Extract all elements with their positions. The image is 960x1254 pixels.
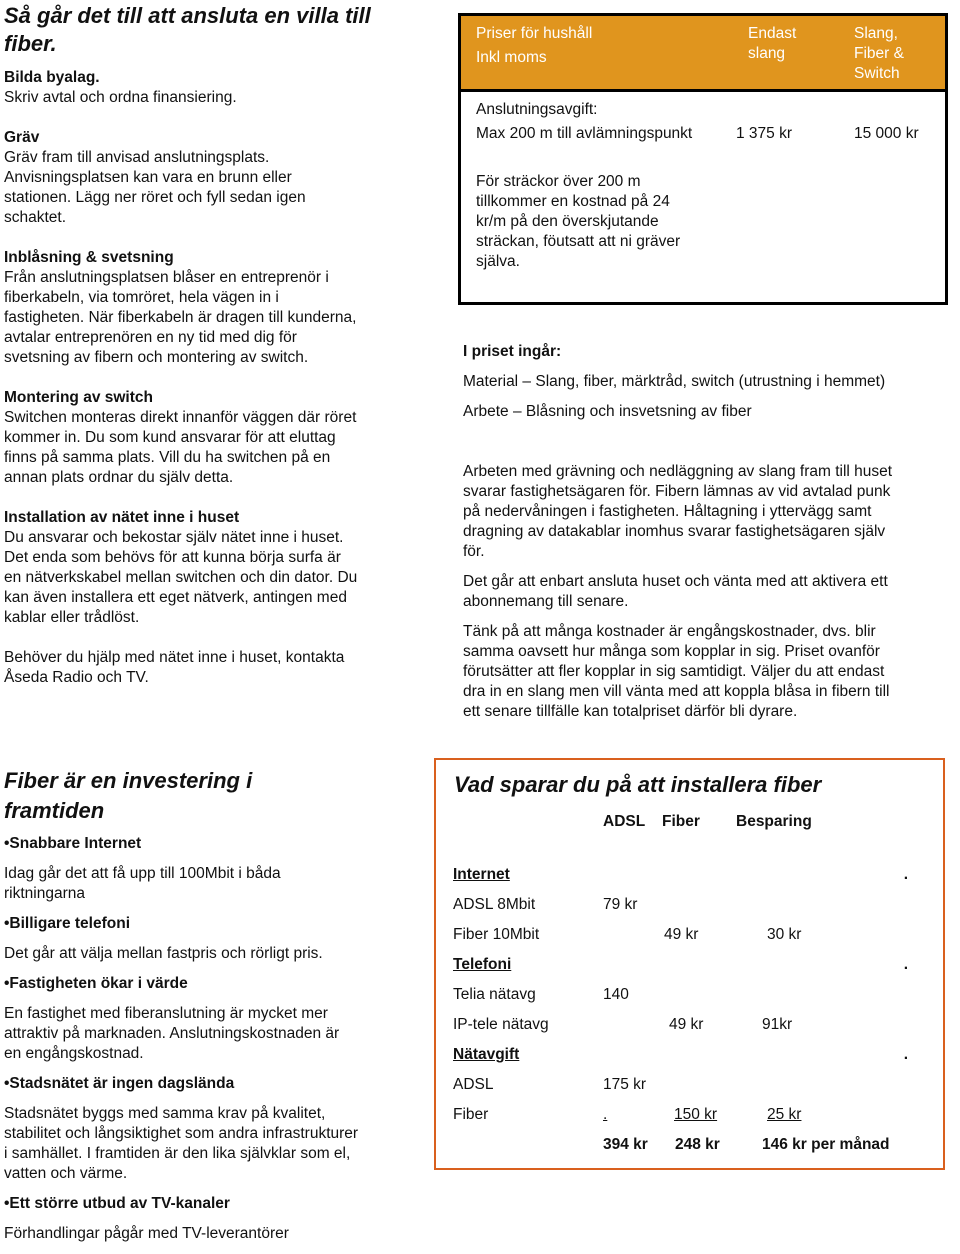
left-section-line: Åseda Radio och TV.	[4, 669, 149, 686]
fee-label: Anslutningsavgift:	[476, 101, 598, 118]
col-adsl-header: ADSL	[603, 813, 646, 830]
left-section-heading: Installation av nätet inne i huset	[4, 509, 240, 526]
investment-line: stabilitet och långsiktighet som andra infrastrukturer	[4, 1125, 359, 1142]
price-header-col2	[748, 24, 796, 64]
left-section-heading: Gräv	[4, 129, 40, 146]
iptele-price: 49 kr	[669, 1016, 704, 1033]
telefoni-dot: .	[903, 956, 908, 973]
adsl-price: 175 kr	[603, 1076, 647, 1093]
col-fiber-header: Fiber	[662, 813, 700, 830]
header-col3-line: Fiber &	[854, 45, 904, 62]
fee-price-slang: 1 375 kr	[736, 125, 793, 142]
investment-title-line: Fiber är en investering i	[4, 768, 253, 793]
left-section	[4, 128, 394, 228]
fee-desc: Max 200 m till avlämningspunkt	[476, 125, 693, 142]
left-section	[4, 388, 394, 488]
investment-line: riktningarna	[4, 885, 85, 902]
left-column	[4, 2, 394, 708]
iptele-saving: 91kr	[762, 1016, 793, 1033]
fiber10-saving: 30 kr	[767, 926, 802, 943]
left-section-line: Du ansvarar och bekostar själv nätet inne i huset.	[4, 529, 344, 546]
extra-cost-line: själva.	[476, 253, 520, 270]
left-section-line: schaktet.	[4, 209, 67, 226]
included-paragraph	[463, 572, 943, 612]
included-line: Tänk på att många kostnader är engångskostnader, dvs. blir	[463, 623, 876, 640]
investment-line: Idag går det att få upp till 100Mbit i båda	[4, 865, 281, 882]
fiber10-price: 49 kr	[664, 926, 699, 943]
included-line: Arbeten med grävning och nedläggning av slang fram till huset	[463, 463, 893, 480]
fee-price-full: 15 000 kr	[854, 125, 919, 142]
left-section-line: Behöver du hjälp med nätet inne i huset, kontakta	[4, 649, 345, 666]
included-line: svarar fastighetsägaren för. Fibern lämnas av vid avtalad punk	[463, 483, 891, 500]
total-fiber: 248 kr	[675, 1136, 720, 1153]
included-line: dra in en slang men vill vänta med att koppla blåsa in fibern till	[463, 683, 890, 700]
total-adsl: 394 kr	[603, 1136, 648, 1153]
left-section	[4, 648, 394, 688]
section-telefoni	[453, 955, 908, 975]
included-line: abonnemang till senare.	[463, 593, 629, 610]
header-col2-line: Endast	[748, 25, 797, 42]
left-section-heading: Bilda byalag.	[4, 69, 100, 86]
adsl8-price: 79 kr	[603, 896, 638, 913]
col-saving-header: Besparing	[736, 813, 812, 830]
investment-line: en engångskostnad.	[4, 1045, 144, 1062]
left-section-line: stationen. Lägg ner röret och fyll sedan igen	[4, 189, 306, 206]
natavgift-dot: .	[903, 1046, 908, 1063]
investment-line: En fastighet med fiberanslutning är mycket mer	[4, 1005, 328, 1022]
left-section	[4, 68, 394, 108]
extra-cost-text	[476, 172, 746, 272]
main-title: Så går det till att ansluta en villa till fiber.	[4, 3, 371, 56]
left-section-line: finns på samma plats. Vill du ha switchen på en	[4, 449, 331, 466]
section-natavgift	[453, 1045, 908, 1065]
section-internet	[453, 865, 908, 885]
iptele-label: IP-tele nätavg	[453, 1016, 549, 1033]
fiber-price: 150 kr	[674, 1106, 718, 1123]
investment-bullet: •Snabbare Internet	[4, 835, 142, 852]
telefoni-label: Telefoni	[453, 956, 512, 973]
left-section-heading: Montering av switch	[4, 389, 153, 406]
investment-bullet: •Ett större utbud av TV-kanaler	[4, 1195, 230, 1212]
savings-box	[434, 758, 945, 1170]
telia-price: 140	[603, 986, 629, 1003]
investment-line: Förhandlingar pågår med TV-leverantörer	[4, 1225, 289, 1242]
fiber-label: Fiber	[453, 1106, 489, 1123]
left-section-line: Skriv avtal och ordna finansiering.	[4, 89, 237, 106]
extra-cost-line: sträckan, föutsatt att ni gräver	[476, 233, 681, 250]
extra-cost-line: tillkommer en kostnad på 24	[476, 193, 670, 210]
fiber10-label: Fiber 10Mbit	[453, 926, 540, 943]
natavgift-label: Nätavgift	[453, 1046, 520, 1063]
left-section-line: avtalar entreprenören en ny tid med dig för	[4, 329, 297, 346]
internet-dot: .	[903, 866, 908, 883]
left-section-line: fastigheten. När fiberkabeln är dragen till kunderna,	[4, 309, 357, 326]
left-section-line: Gräv fram till anvisad anslutningsplats.	[4, 149, 270, 166]
adsl-label: ADSL	[453, 1076, 494, 1093]
investment-text	[4, 864, 399, 904]
left-section-line: kan även installera ett eget nätverk, antingen med	[4, 589, 347, 606]
left-section	[4, 248, 394, 368]
header-col3-line: Slang,	[854, 25, 898, 42]
included-line: förutsätter att fler kopplar in sig samtidigt. Väljer du att endast	[463, 663, 885, 680]
included-heading: I priset ingår:	[463, 343, 562, 360]
included-paragraph	[463, 462, 943, 562]
left-section-line: annan plats ordnar du själv detta.	[4, 469, 234, 486]
left-sections	[4, 68, 394, 688]
investment-line: vatten och värme.	[4, 1165, 128, 1182]
extra-cost-line: kr/m på den överskjutande	[476, 213, 659, 230]
left-section	[4, 508, 394, 628]
adsl8-label: ADSL 8Mbit	[453, 896, 536, 913]
included-material: Material – Slang, fiber, märktråd, switch (utrustning i hemmet)	[463, 373, 886, 390]
investment-line: Det går att välja mellan fastpris och rörligt pris.	[4, 945, 323, 962]
investment-bullet: •Fastigheten ökar i värde	[4, 975, 188, 992]
left-section-line: Det enda som behövs för att kunna börja surfa är	[4, 549, 341, 566]
price-header-title: Priser för hushåll	[476, 25, 593, 42]
included-line: för.	[463, 543, 485, 560]
investment-text	[4, 944, 399, 964]
left-section-heading: Inblåsning & svetsning	[4, 249, 174, 266]
investment-line: Stadsnätet byggs med samma krav på kvalitet,	[4, 1105, 326, 1122]
left-section-line: svetsning av fibern och montering av switch.	[4, 349, 309, 366]
price-box	[458, 13, 948, 305]
included-paragraphs	[463, 462, 943, 722]
investment-line: attraktiv på marknaden. Anslutningskostnaden är	[4, 1025, 340, 1042]
fiber-adsl-blank: .	[603, 1106, 608, 1123]
price-header-sub: Inkl moms	[476, 49, 547, 66]
investment-line: i samhället. I framtiden är den lika självklar som el,	[4, 1145, 351, 1162]
savings-title: Vad sparar du på att installera fiber	[454, 772, 822, 797]
included-line: dragning av datakablar inomhus svarar fastighetsägaren själv	[463, 523, 886, 540]
included-line: ett senare tillfälle kan totalpriset därför bli dyrare.	[463, 703, 798, 720]
telia-label: Telia nätavg	[453, 986, 536, 1003]
extra-cost-line: För sträckor över 200 m	[476, 173, 641, 190]
investment-items	[4, 834, 399, 1244]
total-saving: 146 kr per månad	[762, 1136, 890, 1153]
investment-text	[4, 1004, 399, 1064]
included-work: Arbete – Blåsning och insvetsning av fiber	[463, 403, 752, 420]
left-section-line: Switchen monteras direkt innanför väggen där röret	[4, 409, 357, 426]
header-col3-line: Switch	[854, 65, 900, 82]
price-header-col3	[854, 24, 904, 84]
included-section	[463, 342, 943, 732]
investment-title	[4, 766, 399, 826]
investment-bullet: •Billigare telefoni	[4, 915, 131, 932]
investment-bullet: •Stadsnätet är ingen dagslända	[4, 1075, 235, 1092]
investment-title-line: framtiden	[4, 798, 105, 823]
investment-section	[4, 766, 399, 1254]
price-header-label	[476, 24, 592, 68]
left-section-line: en nätverkskabel mellan switchen och din dator. Du	[4, 569, 358, 586]
fiber-saving: 25 kr	[767, 1106, 802, 1123]
header-col2-line: slang	[748, 45, 786, 62]
left-section-line: Anvisningsplatsen kan vara en brunn eller	[4, 169, 292, 186]
price-header	[461, 16, 945, 92]
included-paragraph	[463, 622, 943, 722]
investment-text	[4, 1104, 399, 1184]
included-line: Det går att enbart ansluta huset och vänta med att aktivera ett	[463, 573, 888, 590]
internet-label: Internet	[453, 866, 510, 883]
included-line: samma oavsett hur många som kopplar in sig. Priset ovanför	[463, 643, 880, 660]
left-section-line: fiberkabeln, via tomröret, hela vägen in i	[4, 289, 279, 306]
included-line: på nedervåningen i fastigheten. Håltagning i yttervägg samt	[463, 503, 872, 520]
left-section-line: kablar eller trådlöst.	[4, 609, 140, 626]
investment-text	[4, 1224, 399, 1244]
left-section-line: kommer in. Du som kund ansvarar för att eluttag	[4, 429, 336, 446]
left-section-line: Från anslutningsplatsen blåser en entreprenör i	[4, 269, 329, 286]
